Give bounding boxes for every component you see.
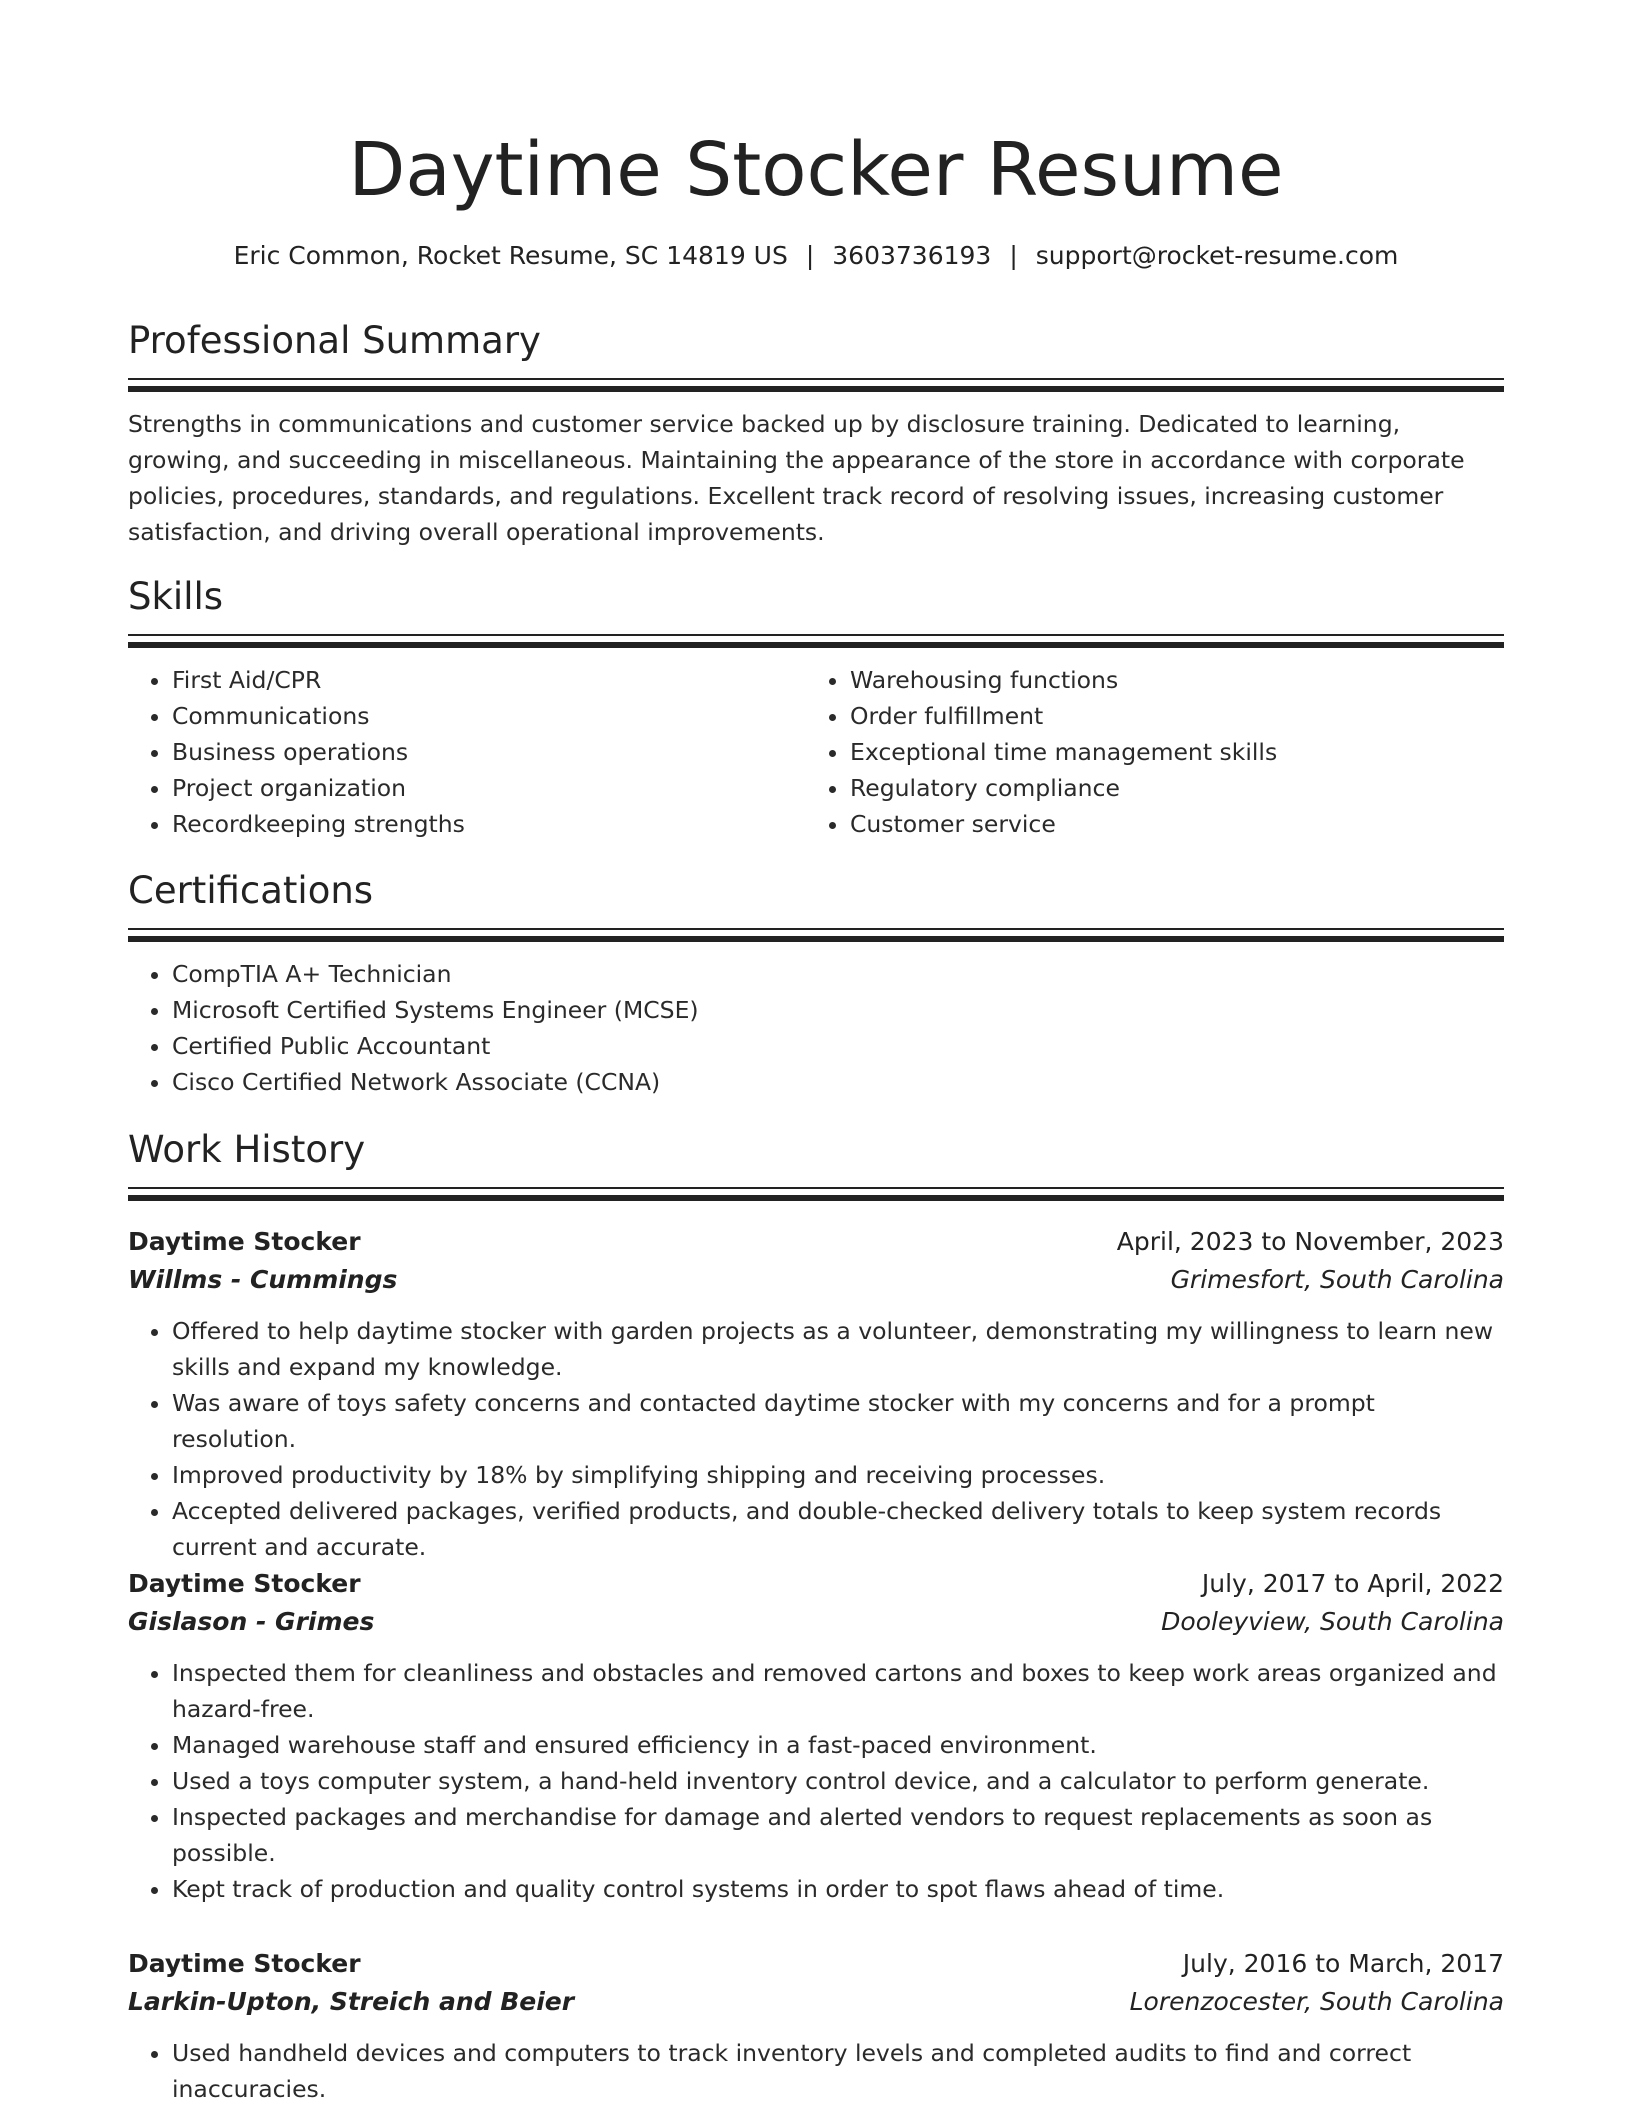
skills-left-column [128, 662, 806, 842]
job-title: Daytime Stocker [128, 1227, 361, 1256]
skill-item: • Exceptional time management skills [850, 734, 1484, 770]
job-company-row [128, 1983, 1504, 2021]
contact-phone: 3603736193 [832, 241, 992, 270]
summary-section [128, 316, 1504, 550]
section-heading: Certifications [128, 869, 374, 912]
job-location: Lorenzocester, South Carolina [1129, 1987, 1504, 2016]
job-bullet: • Improved productivity by 18% by simplifying shipping and receiving processes. [172, 1457, 1504, 1493]
skills-list-left [128, 662, 806, 842]
section-heading: Work History [128, 1128, 366, 1171]
skill-item: • Project organization [172, 770, 806, 806]
contact-address: Eric Common, Rocket Resume, SC 14819 US [233, 241, 788, 270]
job-bullet: • Kept track of production and quality control systems in order to spot flaws ahead of time. [172, 1871, 1504, 1907]
skills-list-right [806, 662, 1484, 842]
contact-separator: | [805, 241, 815, 270]
skills-columns [128, 662, 1504, 842]
section-divider-thick [128, 642, 1504, 648]
job-bullets [128, 2035, 1504, 2107]
skill-item: • Warehousing functions [850, 662, 1484, 698]
job-entry [128, 1565, 1504, 1907]
job-bullet: • Inspected packages and merchandise for damage and alerted vendors to request replacements as soon as possible. [172, 1799, 1504, 1871]
job-bullet: • Was aware of toys safety concerns and contacted daytime stocker with my concerns and for a prompt resolution. [172, 1385, 1504, 1457]
job-entry [128, 1223, 1504, 1565]
job-location: Dooleyview, South Carolina [1161, 1607, 1504, 1636]
job-dates: July, 2016 to March, 2017 [1182, 1949, 1504, 1978]
skill-item: • Recordkeeping strengths [172, 806, 806, 842]
job-company-row [128, 1261, 1504, 1299]
job-company: Willms - Cummings [128, 1265, 398, 1294]
job-bullet: • Used handheld devices and computers to track inventory levels and completed audits to find and correct inaccuracies. [172, 2035, 1504, 2107]
job-title: Daytime Stocker [128, 1569, 361, 1598]
section-heading: Skills [128, 575, 224, 618]
skill-item: • Order fulfillment [850, 698, 1484, 734]
section-divider-thick [128, 386, 1504, 392]
certification-item: • Certified Public Accountant [172, 1028, 1504, 1064]
certifications-section [128, 866, 1504, 1100]
job-bullet: • Accepted delivered packages, verified products, and double-checked delivery totals to keep system records current and accurate. [172, 1493, 1504, 1565]
resume-title: Daytime Stocker Resume [348, 127, 1284, 213]
skills-right-column [806, 662, 1484, 842]
job-header-row [128, 1565, 1504, 1603]
work-history-section [128, 1125, 1504, 1201]
skill-item: • First Aid/CPR [172, 662, 806, 698]
section-divider-thick [128, 936, 1504, 942]
job-entry [128, 1945, 1504, 2107]
contact-separator: | [1009, 241, 1018, 270]
certification-item: • Cisco Certified Network Associate (CCNA) [172, 1064, 1504, 1100]
job-title: Daytime Stocker [128, 1949, 361, 1978]
job-header-row [128, 1223, 1504, 1261]
job-company: Gislason - Grimes [128, 1607, 375, 1636]
job-bullet: • Inspected them for cleanliness and obstacles and removed cartons and boxes to keep work areas organized and hazard-free. [172, 1655, 1504, 1727]
job-bullets [128, 1655, 1504, 1907]
skills-section [128, 572, 1504, 842]
job-location: Grimesfort, South Carolina [1170, 1265, 1504, 1294]
skill-item: • Business operations [172, 734, 806, 770]
job-bullet: • Used a toys computer system, a hand-held inventory control device, and a calculator to perform generate. [172, 1763, 1504, 1799]
job-bullet: • Offered to help daytime stocker with garden projects as a volunteer, demonstrating my willingness to learn new skills and expand my knowledge. [172, 1313, 1504, 1385]
job-bullets [128, 1313, 1504, 1565]
skill-item: • Customer service [850, 806, 1484, 842]
certification-item: • CompTIA A+ Technician [172, 956, 1504, 992]
certifications-list [128, 956, 1504, 1100]
section-divider-thick [128, 1195, 1504, 1201]
job-bullet: • Managed warehouse staff and ensured efficiency in a fast-paced environment. [172, 1727, 1504, 1763]
summary-text: Strengths in communications and customer service backed up by disclosure training. Dedicated to learning, growing, and succeeding in miscellaneous. Maintaining the appearance of the store in accordance with corporate policies, procedures, standards, and regulations. Excellent track record of resolving issues, increasing customer satisfaction, and driving overall operational improvements. [128, 410, 1465, 546]
section-divider [128, 634, 1504, 636]
job-dates: July, 2017 to April, 2022 [1201, 1569, 1504, 1598]
job-header-row [128, 1945, 1504, 1983]
job-dates: April, 2023 to November, 2023 [1116, 1227, 1504, 1256]
section-divider [128, 1187, 1504, 1189]
section-heading: Professional Summary [128, 319, 541, 362]
job-company-row [128, 1603, 1504, 1641]
contact-email[interactable]: support@rocket-resume.com [1035, 241, 1399, 270]
job-company: Larkin-Upton, Streich and Beier [128, 1987, 575, 2016]
section-divider [128, 378, 1504, 380]
certification-item: • Microsoft Certified Systems Engineer (MCSE) [172, 992, 1504, 1028]
section-divider [128, 928, 1504, 930]
skill-item: • Communications [172, 698, 806, 734]
contact-line [128, 238, 1504, 274]
skill-item: • Regulatory compliance [850, 770, 1484, 806]
